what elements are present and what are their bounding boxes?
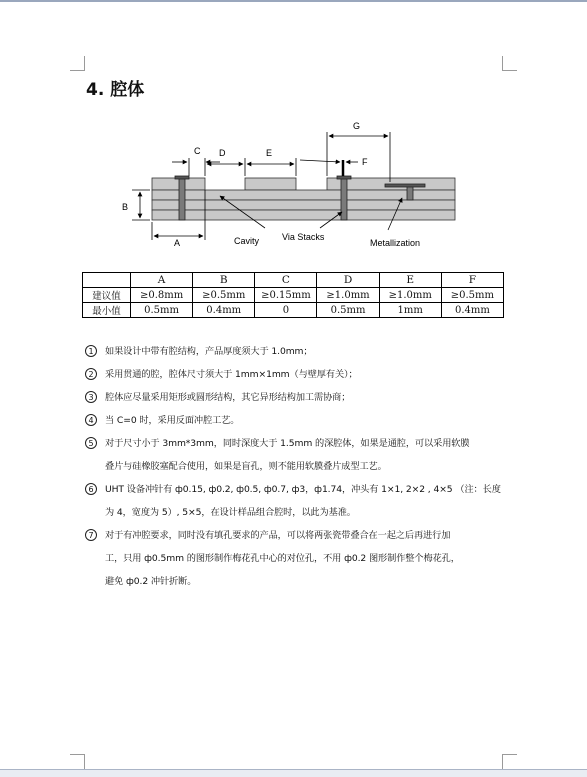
margin-mark-top-right: [502, 56, 517, 71]
margin-mark-bottom-left: [70, 754, 85, 769]
dim-label-f: F: [362, 157, 368, 167]
window-top-border: [0, 0, 587, 2]
note-line: 腔体应尽量采用矩形或圆形结构，其它异形结构加工需协商；: [105, 392, 351, 403]
table-header-row: [83, 273, 504, 288]
note-line: 对于尺寸小于 3mm*3mm，同时深度大于 1.5mm 的深腔体，如果是通腔，可以采用软膜: [105, 438, 470, 449]
note-line: 为 4，宽度为 5）, 5×5，在设计样品组合腔时，以此为基准。: [105, 507, 356, 518]
dim-label-b: B: [122, 202, 129, 212]
table-header-cell: [83, 273, 131, 288]
list-item: [85, 340, 505, 363]
table-header-cell: C: [255, 273, 317, 288]
note-line: 对于有冲腔要求，同时没有填孔要求的产品，可以将两张瓷带叠合在一起之后再进行加: [105, 530, 451, 541]
dim-label-a: A: [174, 238, 181, 248]
dim-label-c: C: [194, 146, 201, 156]
design-notes-list: [85, 340, 505, 593]
row-label: 建议值: [83, 288, 131, 303]
circled-number: 5: [85, 437, 97, 449]
list-item: [85, 432, 505, 478]
table-cell: ≥1.0mm: [379, 288, 441, 303]
table-cell: ≥0.5mm: [441, 288, 503, 303]
table-cell: 0.5mm: [131, 303, 193, 318]
margin-mark-top-left: [70, 56, 85, 71]
dim-label-e: E: [266, 148, 273, 158]
callout-cavity: Cavity: [234, 236, 260, 246]
table-cell: 0: [255, 303, 317, 318]
table-cell: ≥1.0mm: [317, 288, 379, 303]
circled-number: 1: [85, 345, 97, 357]
table-cell: ≥0.5mm: [193, 288, 255, 303]
table-header-cell: E: [379, 273, 441, 288]
dim-label-g: G: [353, 121, 361, 131]
list-item: [85, 478, 505, 524]
table-header-cell: A: [131, 273, 193, 288]
note-line: UHT 设备冲针有 ф0.15, ф0.2, ф0.5, ф0.7, ф3，ф1.74，冲头有 1×1, 2×2 , 4×5 （注：长度: [105, 484, 501, 495]
circled-number: 6: [85, 483, 97, 495]
table-cell: 0.4mm: [193, 303, 255, 318]
note-line: 当 C=0 时，采用反面冲腔工艺。: [105, 415, 240, 426]
section-heading: 4. 腔体: [86, 80, 145, 100]
table-cell: ≥0.15mm: [255, 288, 317, 303]
table-cell: ≥0.8mm: [131, 288, 193, 303]
table-cell: 0.4mm: [441, 303, 503, 318]
circled-number: 7: [85, 529, 97, 541]
list-item: [85, 386, 505, 409]
list-item: [85, 524, 505, 593]
note-line: 避免 ф0.2 冲针折断。: [105, 576, 197, 587]
table-cell: 0.5mm: [317, 303, 379, 318]
note-line: 叠片与硅橡胶塞配合使用，如果是盲孔，则不能用软膜叠片成型工艺。: [105, 461, 387, 472]
circled-number: 4: [85, 414, 97, 426]
list-item: [85, 409, 505, 432]
table-cell: 1mm: [379, 303, 441, 318]
note-line: 如果设计中带有腔结构，产品厚度须大于 1.0mm；: [105, 346, 313, 357]
table-header-cell: F: [441, 273, 503, 288]
note-line: 采用贯通的腔，腔体尺寸须大于 1mm×1mm（与壁厚有关）；: [105, 369, 358, 380]
table-row: [83, 303, 504, 318]
dimension-table: [82, 272, 504, 318]
circled-number: 3: [85, 391, 97, 403]
table-header-cell: B: [193, 273, 255, 288]
note-line: 工，只用 ф0.5mm 的图形制作梅花孔中心的对位孔，不用 ф0.2 图形制作整个梅花孔，: [105, 553, 460, 564]
table-row: [83, 288, 504, 303]
table-header-cell: D: [317, 273, 379, 288]
list-item: [85, 363, 505, 386]
callout-via-stacks: Via Stacks: [282, 232, 325, 242]
circled-number: 2: [85, 368, 97, 380]
row-label: 最小值: [83, 303, 131, 318]
dim-label-d: D: [219, 148, 226, 158]
margin-mark-bottom-right: [502, 754, 517, 769]
callout-metallization: Metallization: [370, 238, 421, 248]
cavity-diagram: [110, 118, 470, 258]
